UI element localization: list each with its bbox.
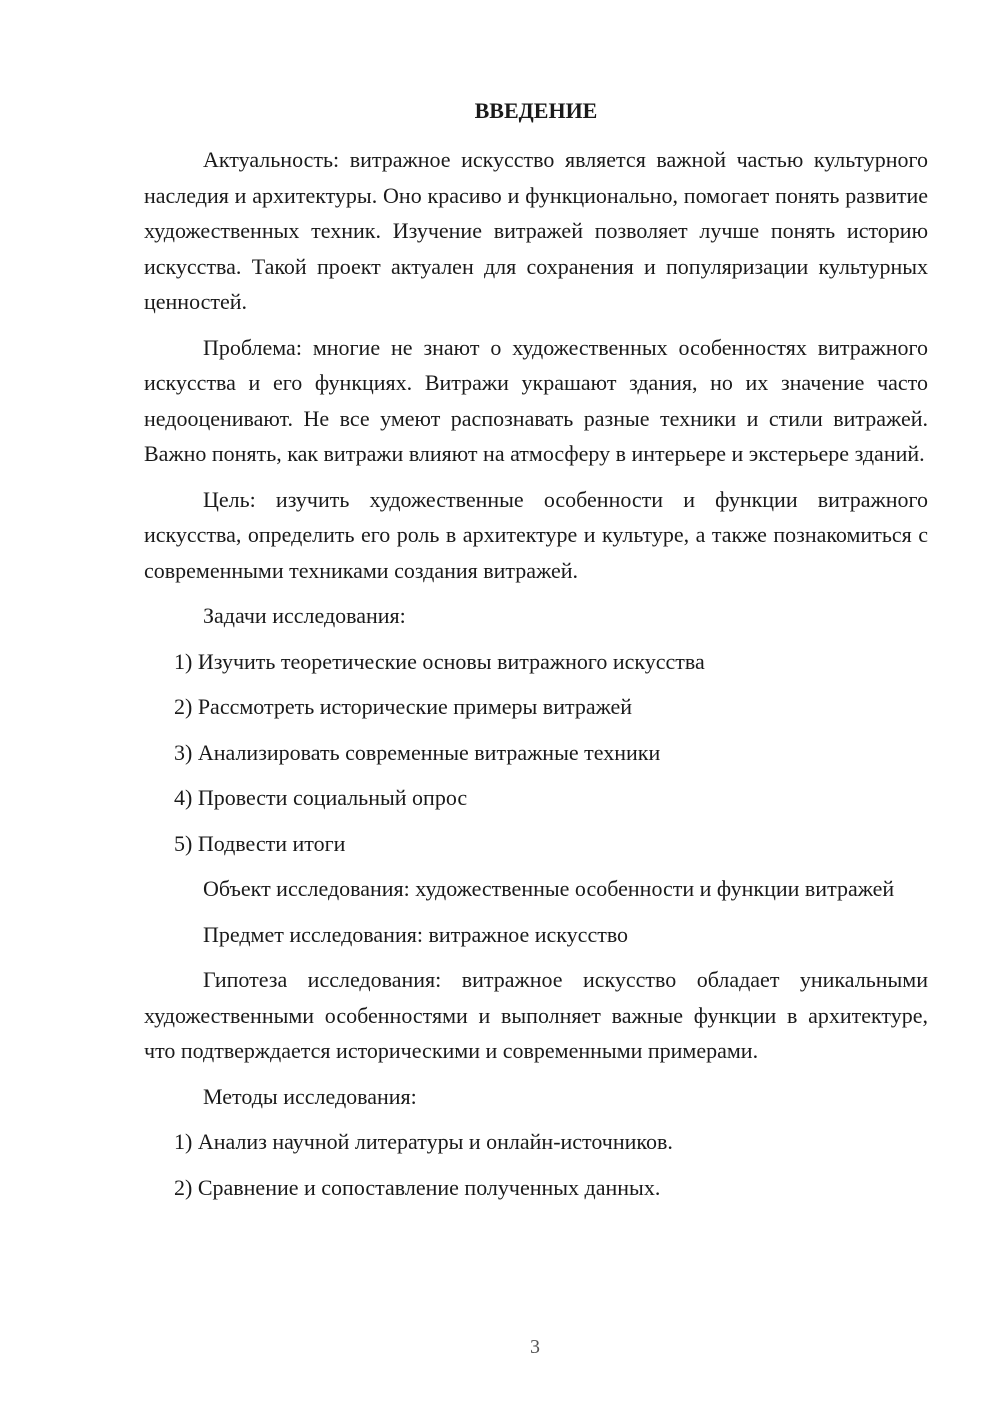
object-paragraph: Объект исследования: художественные особенности и функции витражей: [203, 876, 895, 901]
methods-heading: Методы исследования:: [203, 1083, 417, 1109]
relevance-paragraph: Актуальность: витражное искусство является важной частью культурного наследия и архитектуры. Оно красиво и функционально, помогает понять развитие художественных техник. Изучение витражей позволяет лучше понять историю искусства. Такой проект актуален для сохранения и популяризации культурных ценностей.: [144, 147, 928, 314]
list-item: 2) Рассмотреть исторические примеры витражей: [174, 694, 633, 719]
list-item: 1) Изучить теоретические основы витражного искусства: [174, 648, 705, 674]
goal-paragraph: Цель: изучить художественные особенности и функции витражного искусства, определить его роль в архитектуре и культуре, а также познакомиться с современными техниками создания витражей.: [144, 486, 928, 583]
subject-paragraph: Предмет исследования: витражное искусство: [203, 921, 629, 947]
list-item: 4) Провести социальный опрос: [174, 785, 468, 810]
hypothesis-paragraph: Гипотеза исследования: витражное искусство обладает уникальными художественными особенностями и выполняет важные функции в архитектуре, что подтверждается историческими и современными примерами.: [144, 967, 928, 1063]
tasks-heading: Задачи исследования:: [203, 603, 406, 628]
page-number: 3: [530, 1336, 540, 1358]
problem-paragraph: Проблема: многие не знают о художественных особенностях витражного искусства и его функциях. Витражи украшают здания, но их значение часто недооценивают. Не все умеют распознавать разные техники и стили витражей. Важно понять, как витражи влияют на атмосферу в интерьере и экстерьере зданий.: [144, 334, 928, 466]
document-page: [144, 96, 928, 1215]
list-item: 1) Анализ научной литературы и онлайн-источников.: [174, 1129, 673, 1154]
list-item: 5) Подвести итоги: [174, 830, 346, 856]
section-title: ВВЕДЕНИЕ: [474, 98, 598, 123]
list-item: 3) Анализировать современные витражные техники: [174, 739, 661, 765]
methods-list: [144, 1124, 928, 1205]
list-item: 2) Сравнение и сопоставление полученных данных.: [174, 1174, 661, 1200]
tasks-list: [144, 644, 928, 862]
